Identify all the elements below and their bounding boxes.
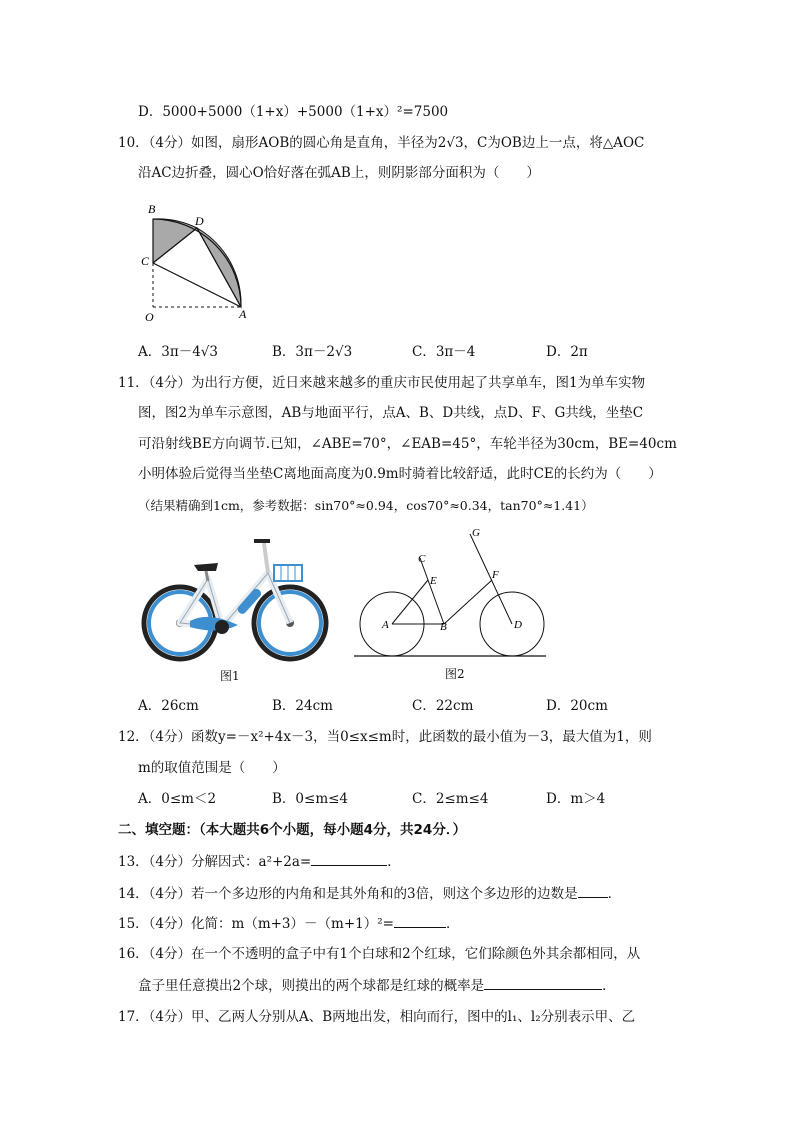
bike-seat-post [206,571,208,581]
q16-stem-line1: 16．（4分）在一个不透明的盒子中有1个白球和2个红球，它们除颜色外其余都相同，从 [118,946,641,962]
q12-option-b: B．0≤m≤4 [272,791,349,807]
q16-end: ． [602,978,616,994]
q12-option-d: D．m＞4 [546,791,606,807]
q11-stem-line1: 11．（4分）为出行方便，近日来越来越多的重庆市民使用起了共享单车，图1为单车实物 [118,375,646,391]
q11-fig2-caption: 图2 [445,667,465,681]
section2-title: 二、填空题：（本大题共6个小题，每小题4分，共24分．） [118,822,467,838]
q16-text: 盒子里任意摸出2个球，则摸出的两个球都是红球的概率是 [138,978,485,994]
q10-stem-line1: 10．（4分）如图，扇形AOB的圆心角是直角，半径为2√3，C为OB边上一点，将△AOC [118,135,645,151]
q15-answer-blank[interactable] [394,913,446,928]
q17-stem-line1: 17．（4分）甲、乙两人分别从A、B两地出发，相向而行，图中的l₁、l₂分别表示甲、乙 [118,1009,636,1025]
q10-label-o: O [145,310,154,324]
diagram-label-d: D [514,619,522,631]
q10-option-b: B．3π－2√3 [272,344,353,360]
q11-stem-line2: 图，图2为单车示意图，AB与地面平行，点A、B、D共线，点D、F、G共线，坐垫C [138,405,644,421]
q13-text: 13．（4分）分解因式：a²+2a= [118,854,312,870]
q10-seg-da [197,228,241,307]
q12-stem-line1: 12．（4分）函数y=－x²+4x－3，当0≤x≤m时，此函数的最小值为－3，最大值为1，则 [118,729,652,745]
q15 [118,913,459,934]
q11-stem-line3: 可沿射线BE方向调节.已知，∠ABE=70°，∠EAB=45°，车轮半径为30cm，BE=40cm [138,436,677,452]
diagram-seg-ae [392,580,428,624]
q12-option-a: A．0≤m＜2 [138,791,217,807]
q10-label-d: D [195,214,204,228]
diagram-label-b: B [440,621,447,633]
diagram-seg-bf [444,580,492,624]
q11-option-d: D．20cm [546,698,608,714]
diagram-seg-gd [470,534,512,624]
q11-option-b: B．24cm [272,698,333,714]
q10-option-c: C．3π－4 [412,344,476,360]
diagram-label-a: A [382,619,389,631]
q15-text: 15．（4分）化简：m（m+3）－（m+1）²= [118,916,394,932]
bike-stem [264,543,268,573]
q10-shaded-top [153,219,197,263]
q11-stem-line4: 小明体验后觉得当坐垫C离地面高度为0.9m时骑着比较舒适，此时CE的长约为（ ） [138,466,662,482]
q12-stem-line2: m的取值范围是（ ） [138,760,286,776]
diagram-label-g: G [472,527,480,539]
q11-stem-line5: （结果精确到1cm，参考数据：sin70°≈0.94，cos70°≈0.34，tan70°≈1.41） [138,498,594,513]
bike-seat [194,563,218,571]
q14 [118,883,621,904]
q13 [118,851,401,872]
q16-answer-blank[interactable] [484,975,602,990]
bike-crank [215,620,229,634]
q13-answer-blank[interactable] [311,851,387,866]
q16-line2 [138,975,616,996]
q14-text: 14．（4分）若一个多边形的内角和是其外角和的3倍，则这个多边形的边数是 [118,886,578,902]
q10-option-d: D．2π [546,344,588,360]
q11-option-a: A．26cm [138,698,199,714]
q14-answer-blank[interactable] [578,883,608,898]
q15-end: ． [445,916,460,932]
diagram-seg-bc [420,558,444,624]
diagram-label-f: F [492,569,499,581]
diagram-label-c: C [418,553,426,565]
q10-label-b: B [148,202,156,216]
q10-sector-figure [135,195,260,325]
q10-label-a: A [239,307,247,321]
q11-fig1-caption: 图1 [220,669,240,683]
q11-option-c: C．22cm [412,698,474,714]
q13-end: ． [387,854,401,870]
q11-bike-photo [138,535,338,665]
q10-option-a: A．3π－4√3 [138,344,218,360]
q14-end: ． [607,886,622,902]
q11-bike-diagram [350,522,555,662]
q10-label-c: C [141,254,150,268]
q10-stem-line2: 沿AC边折叠，圆心O恰好落在弧AB上，则阴影部分面积为（ ） [138,165,540,181]
diagram-label-e: E [430,575,437,587]
q9-option-d: D．5000+5000（1+x）+5000（1+x）²=7500 [138,104,449,120]
q12-option-c: C．2≤m≤4 [412,791,489,807]
